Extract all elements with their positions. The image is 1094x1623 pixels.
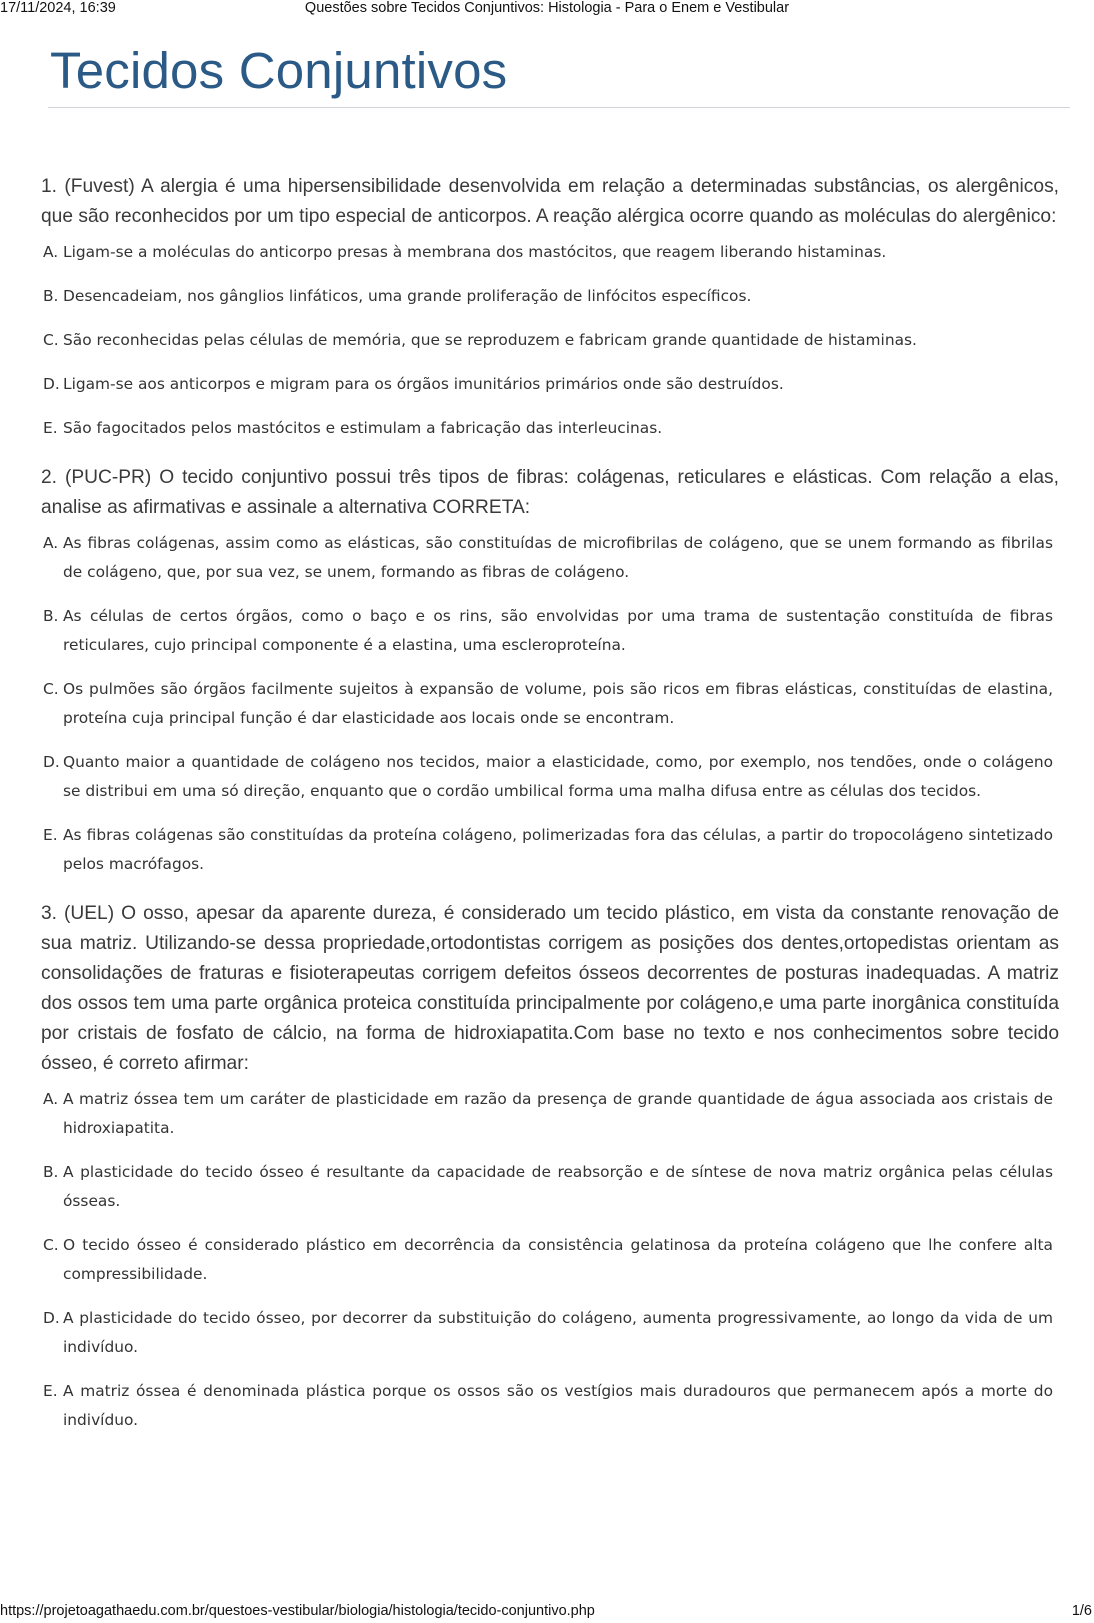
answer-option-e[interactable]: [41, 1377, 1059, 1435]
option-text: A plasticidade do tecido ósseo é resultante da capacidade de reabsorção e de síntese de nova matriz orgânica pelas células ósseas.: [63, 1163, 1053, 1210]
option-text: A matriz óssea é denominada plástica porque os ossos são os vestígios mais duradouros que permanecem após a morte do indivíduo.: [63, 1382, 1053, 1429]
question-text: 2. (PUC-PR) O tecido conjuntivo possui três tipos de fibras: colágenas, reticulares e elásticas. Com relação a elas, analise as afirmativas e assinale a alternativa CORRETA:: [41, 467, 1059, 518]
print-footer: [0, 1603, 1094, 1621]
option-text: Os pulmões são órgãos facilmente sujeitos à expansão de volume, pois são ricos em fibras elásticas, constituídas de elastina, proteína cuja principal função é dar elasticidade aos locais onde se encontram.: [63, 680, 1053, 727]
question-1: [41, 172, 1059, 443]
answer-option-c[interactable]: [41, 326, 1059, 355]
answer-option-e[interactable]: [41, 821, 1059, 879]
option-letter: B.: [43, 1163, 59, 1181]
answer-options: [41, 238, 1059, 443]
answer-options: [41, 529, 1059, 879]
option-text: As fibras colágenas, assim como as elásticas, são constituídas de microfibrilas de colágeno, que se unem formando as fibrilas de colágeno, que, por sua vez, se unem, formando as fibras de colágeno.: [63, 534, 1053, 581]
answer-option-a[interactable]: [41, 1085, 1059, 1143]
option-text: As células de certos órgãos, como o baço e os rins, são envolvidas por uma trama de sustentação constituída de fibras reticulares, cujo principal componente é a elastina, uma escleroproteína.: [63, 607, 1053, 654]
question-2: [41, 463, 1059, 879]
question-3: [41, 899, 1059, 1435]
option-letter: A.: [43, 243, 59, 261]
answer-option-d[interactable]: [41, 748, 1059, 806]
option-letter: C.: [43, 680, 59, 698]
option-letter: E.: [43, 1382, 58, 1400]
answer-option-c[interactable]: [41, 1231, 1059, 1289]
option-text: Ligam-se aos anticorpos e migram para os órgãos imunitários primários onde são destruídos.: [63, 375, 784, 393]
answer-option-d[interactable]: [41, 1304, 1059, 1362]
option-text: Desencadeiam, nos gânglios linfáticos, uma grande proliferação de linfócitos específicos.: [63, 287, 752, 305]
question-text: 3. (UEL) O osso, apesar da aparente dureza, é considerado um tecido plástico, em vista da constante renovação de sua matriz. Utilizando-se dessa propriedade,ortodontistas corrigem as posições dos dentes,ortopedistas orientam as consolidações de fraturas e fisioterapeutas corrigem defeitos ósseos decorrentes de posturas inadequadas. A matriz dos ossos tem uma parte orgânica proteica constituída principalmente por colágeno,e uma parte inorgânica constituída por cristais de fosfato de cálcio, na forma de hidroxiapatita.Com base no texto e nos conhecimentos sobre tecido ósseo, é correto afirmar:: [41, 903, 1059, 1074]
print-date: 17/11/2024, 16:39: [0, 0, 116, 16]
answer-option-e[interactable]: [41, 414, 1059, 443]
option-letter: D.: [43, 753, 60, 771]
page-url[interactable]: https://projetoagathaedu.com.br/questoes-vestibular/biologia/histologia/tecido-conjuntivo.php: [0, 1603, 595, 1619]
option-letter: A.: [43, 1090, 59, 1108]
question-text: 1. (Fuvest) A alergia é uma hipersensibilidade desenvolvida em relação a determinadas substâncias, os alergênicos, que são reconhecidos por um tipo especial de anticorpos. A reação alérgica ocorre quando as moléculas do alergênico:: [41, 176, 1059, 227]
option-text: Quanto maior a quantidade de colágeno nos tecidos, maior a elasticidade, como, por exemplo, nos tendões, onde o colágeno se distribui em uma só direção, enquanto que o cordão umbilical forma uma malha difusa entre as células dos tecidos.: [63, 753, 1053, 800]
print-header: [0, 0, 1094, 18]
option-text: São reconhecidas pelas células de memória, que se reproduzem e fabricam grande quantidade de histaminas.: [63, 331, 917, 349]
option-text: As fibras colágenas são constituídas da proteína colágeno, polimerizadas fora das células, a partir do tropocolágeno sintetizado pelos macrófagos.: [63, 826, 1053, 873]
answer-option-c[interactable]: [41, 675, 1059, 733]
option-letter: A.: [43, 534, 59, 552]
answer-option-a[interactable]: [41, 238, 1059, 267]
page-title: Tecidos Conjuntivos: [50, 42, 508, 99]
option-text: O tecido ósseo é considerado plástico em decorrência da consistência gelatinosa da proteína colágeno que lhe confere alta compressibilidade.: [63, 1236, 1053, 1283]
answer-option-b[interactable]: [41, 602, 1059, 660]
option-letter: E.: [43, 419, 58, 437]
answer-options: [41, 1085, 1059, 1435]
page-number: 1/6: [1071, 1603, 1092, 1619]
print-document-title: Questões sobre Tecidos Conjuntivos: Histologia - Para o Enem e Vestibular: [304, 0, 790, 16]
option-letter: B.: [43, 287, 59, 305]
option-letter: C.: [43, 1236, 59, 1254]
option-letter: D.: [43, 1309, 60, 1327]
option-letter: C.: [43, 331, 59, 349]
answer-option-d[interactable]: [41, 370, 1059, 399]
option-text: A plasticidade do tecido ósseo, por decorrer da substituição do colágeno, aumenta progressivamente, ao longo da vida de um indivíduo.: [63, 1309, 1053, 1356]
answer-option-b[interactable]: [41, 1158, 1059, 1216]
question-list: [41, 172, 1059, 1455]
option-letter: E.: [43, 826, 58, 844]
option-letter: B.: [43, 607, 59, 625]
option-text: São fagocitados pelos mastócitos e estimulam a fabricação das interleucinas.: [63, 419, 663, 437]
option-text: Ligam-se a moléculas do anticorpo presas à membrana dos mastócitos, que reagem liberando histaminas.: [63, 243, 887, 261]
option-text: A matriz óssea tem um caráter de plasticidade em razão da presença de grande quantidade de água associada aos cristais de hidroxiapatita.: [63, 1090, 1053, 1137]
option-letter: D.: [43, 375, 60, 393]
answer-option-a[interactable]: [41, 529, 1059, 587]
title-divider: [48, 107, 1070, 108]
answer-option-b[interactable]: [41, 282, 1059, 311]
